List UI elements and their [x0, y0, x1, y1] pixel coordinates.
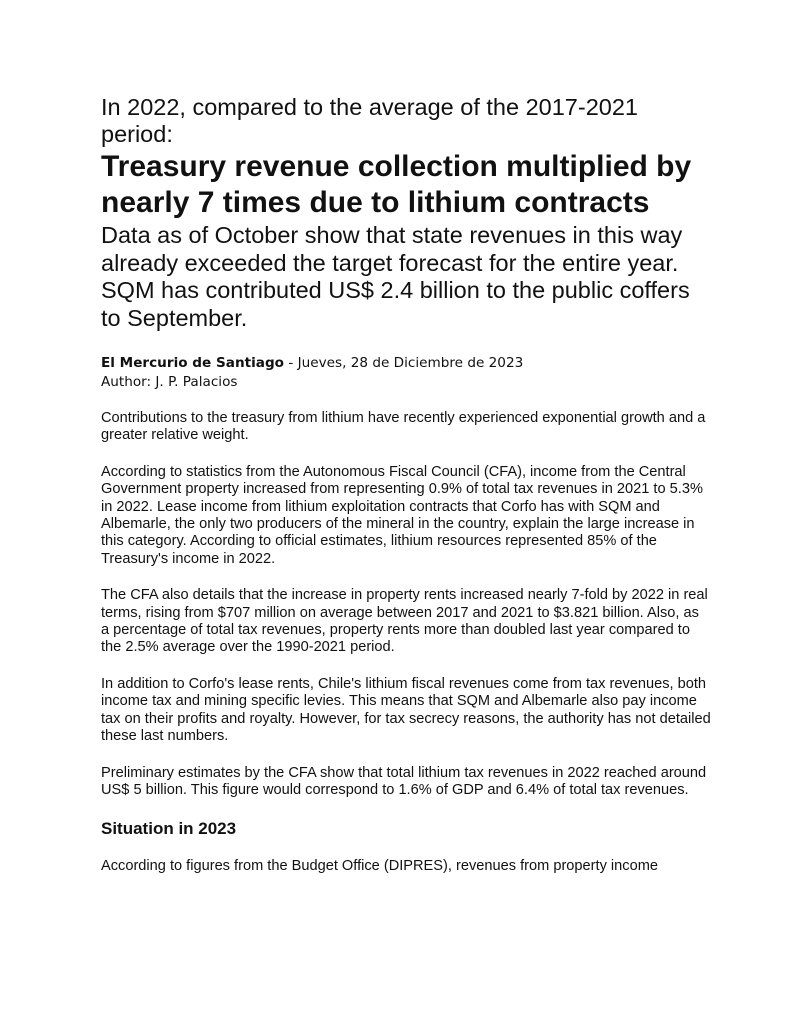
publication-date: Jueves, 28 de Diciembre de 2023 — [297, 355, 524, 371]
byline-separator: - — [284, 355, 298, 371]
publication-source: El Mercurio de Santiago — [101, 355, 285, 371]
article-body — [101, 410, 711, 876]
article-headline: Treasury revenue collection multiplied by nearly 7 times due to lithium contracts — [101, 150, 692, 219]
body-paragraph-1: Contributions to the treasury from lithium have recently experienced exponential growth and a greater relative weight. — [101, 410, 706, 444]
byline — [101, 354, 711, 392]
body-paragraph-2: According to statistics from the Autonomous Fiscal Council (CFA), income from the Central Government property increased from representing 0.9% of total tax revenues in 2021 to 5.3% in 2022. Lease income from lithium exploitation contracts that Corfo has with SQM and Albemarle, the only two producers of the mineral in the country, explain the large increase in this category. According to official estimates, lithium resources represented 85% of the Treasury's income in 2022. — [101, 463, 703, 567]
body-paragraph-5: Preliminary estimates by the CFA show that total lithium tax revenues in 2022 reached around US$ 5 billion. This figure would correspond to 1.6% of GDP and 6.4% of total tax revenues. — [101, 764, 707, 798]
source-line — [101, 354, 711, 373]
body-paragraph-3: The CFA also details that the increase in property rents increased nearly 7-fold by 2022 in real terms, rising from $707 million on average between 2017 and 2021 to $3.821 billion. Also, as a percentage of total tax revenues, property rents more than doubled last year compared to the 2.5% average over the 1990-2021 period. — [101, 587, 708, 656]
article — [101, 94, 711, 895]
article-kicker: In 2022, compared to the average of the 2017-2021 period: — [101, 94, 638, 147]
article-deck: Data as of October show that state revenues in this way already exceeded the target forecast for the entire year. SQM has contributed US$ 2.4 billion to the public coffers to September. — [101, 222, 690, 331]
section-paragraph: According to figures from the Budget Office (DIPRES), revenues from property income — [101, 858, 658, 875]
article-author: Author: J. P. Palacios — [101, 374, 238, 390]
section-heading: Situation in 2023 — [101, 819, 237, 839]
body-paragraph-4: In addition to Corfo's lease rents, Chile's lithium fiscal revenues come from tax revenues, both income tax and mining specific levies. This means that SQM and Albemarle also pay income tax on their profits and royalty. However, for tax secrecy reasons, the authority has not detailed these last numbers. — [101, 675, 711, 745]
